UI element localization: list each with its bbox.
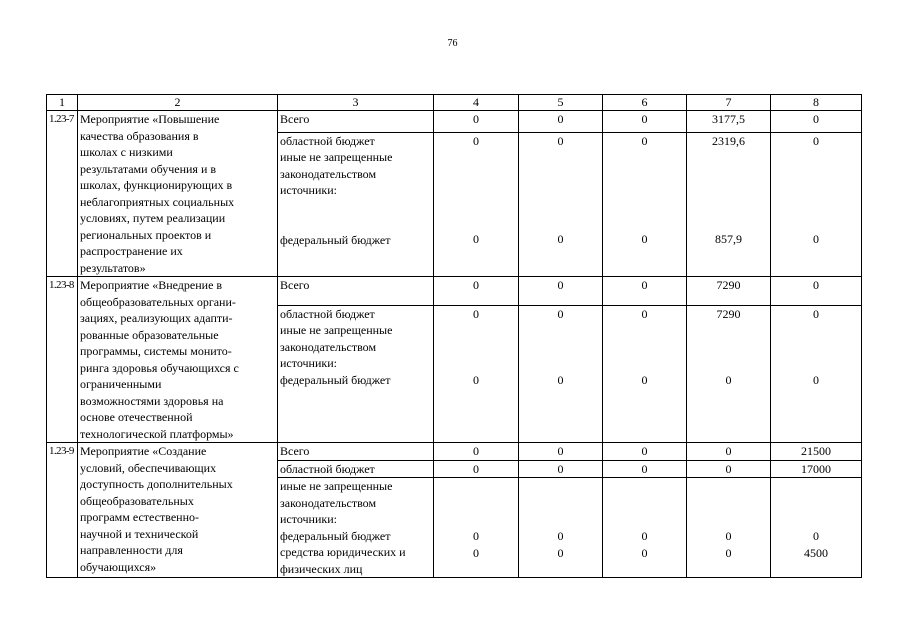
budget-table <box>46 94 862 578</box>
cell-value: 0 <box>434 277 519 306</box>
row-title: Мероприятие «Внедрение в общеобразовательных органи- зациях, реализующих адапти- рованные образовательные программы, системы монито- ринга здоровья обучающихся с ограниченными возможностями здоровья на основе отечественной технологической платформы» <box>78 277 278 443</box>
cell-value: 0 <box>519 111 603 133</box>
source-labels: областной бюджет иные не запрещенные законодательством источники: федеральный бюджет <box>278 305 434 442</box>
cell-values: 0 0 <box>434 132 519 276</box>
col-header: 4 <box>434 95 519 111</box>
source-labels: областной бюджет иные не запрещенные законодательством источники: федеральный бюджет <box>278 132 434 276</box>
page-number: 76 <box>447 38 458 49</box>
cell-values: 0 0 <box>687 478 771 578</box>
source-label: Всего <box>278 443 434 461</box>
cell-value: 0 <box>434 111 519 133</box>
cell-values: 0 0 <box>434 478 519 578</box>
cell-value: 0 <box>603 111 687 133</box>
row-code: 1.23-7 <box>47 111 78 277</box>
row-code: 1.23-8 <box>47 277 78 443</box>
col-header: 3 <box>278 95 434 111</box>
cell-value: 0 <box>771 277 862 306</box>
source-labels: иные не запрещенные законодательством источники: федеральный бюджет средства юридических и физических лиц <box>278 478 434 578</box>
table-row <box>47 111 862 133</box>
cell-values: 0 0 <box>603 478 687 578</box>
cell-values: 0 0 <box>603 132 687 276</box>
row-code: 1.23-9 <box>47 443 78 578</box>
cell-values: 0 0 <box>519 478 603 578</box>
table-row <box>47 443 862 461</box>
cell-value: 0 <box>434 443 519 461</box>
cell-values: 0 0 <box>771 132 862 276</box>
table-row <box>47 277 862 306</box>
cell-value: 0 <box>603 277 687 306</box>
row-title: Мероприятие «Создание условий, обеспечивающих доступность дополнительных общеобразовательных программ естественно- научной и технической направленности для обучающихся» <box>78 443 278 578</box>
cell-value: 17000 <box>771 460 862 478</box>
cell-values: 7290 0 <box>687 305 771 442</box>
cell-values: 0 0 <box>434 305 519 442</box>
cell-value: 7290 <box>687 277 771 306</box>
cell-value: 0 <box>519 460 603 478</box>
col-header: 1 <box>47 95 78 111</box>
cell-value: 0 <box>434 460 519 478</box>
cell-values: 2319,6 857,9 <box>687 132 771 276</box>
cell-value: 0 <box>603 460 687 478</box>
col-header: 8 <box>771 95 862 111</box>
cell-value: 0 <box>687 443 771 461</box>
cell-values: 0 0 <box>771 305 862 442</box>
source-label: Всего <box>278 277 434 306</box>
cell-value: 0 <box>519 443 603 461</box>
cell-value: 0 <box>603 443 687 461</box>
cell-value: 0 <box>519 277 603 306</box>
cell-values: 0 0 <box>603 305 687 442</box>
cell-values: 0 0 <box>519 305 603 442</box>
col-header: 5 <box>519 95 603 111</box>
cell-value: 0 <box>687 460 771 478</box>
col-header: 2 <box>78 95 278 111</box>
cell-values: 0 0 <box>519 132 603 276</box>
row-title: Мероприятие «Повышение качества образования в школах с низкими результатами обучения и в школах, функционирующих в неблагоприятных социальных условиях, путем реализации региональных проектов и распространение их результатов» <box>78 111 278 277</box>
cell-value: 0 <box>771 111 862 133</box>
cell-value: 21500 <box>771 443 862 461</box>
col-header: 7 <box>687 95 771 111</box>
header-row <box>47 95 862 111</box>
cell-value: 3177,5 <box>687 111 771 133</box>
col-header: 6 <box>603 95 687 111</box>
source-label: Всего <box>278 111 434 133</box>
source-label: областной бюджет <box>278 460 434 478</box>
cell-values: 0 4500 <box>771 478 862 578</box>
